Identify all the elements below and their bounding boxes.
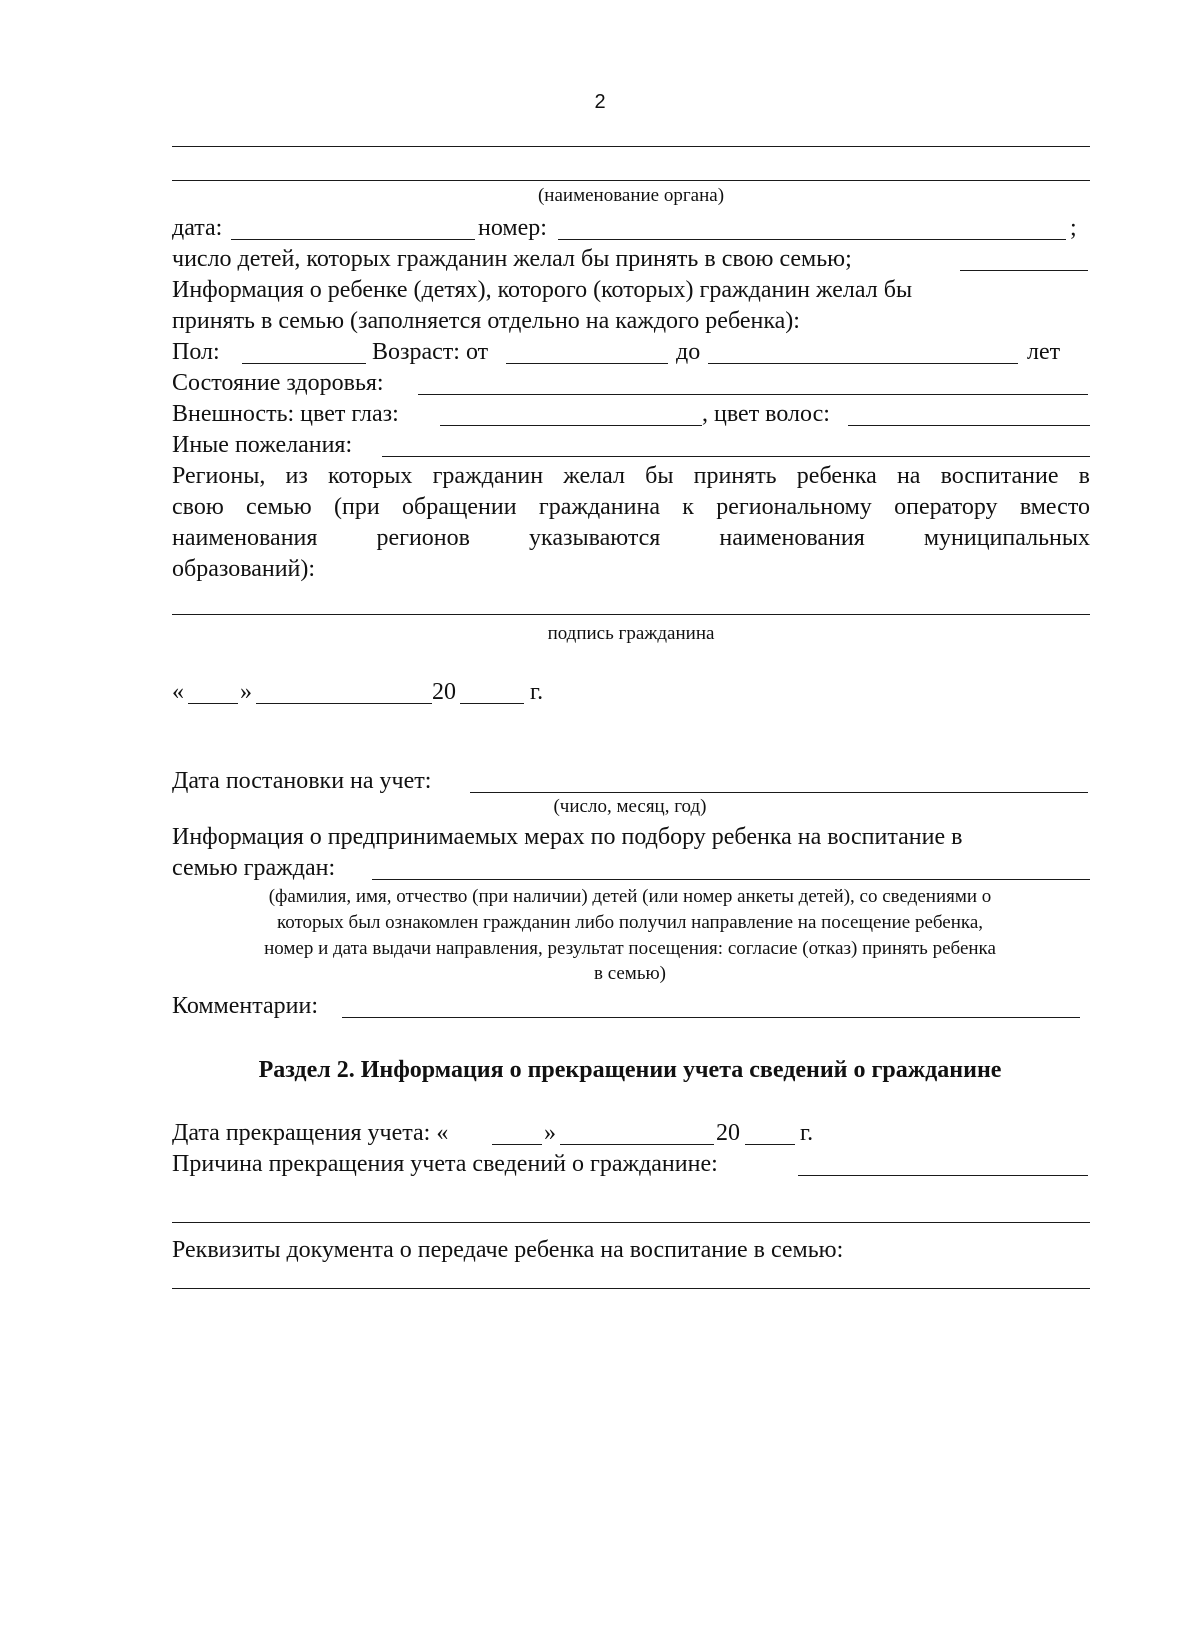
date-year-suffix: г. bbox=[530, 679, 544, 705]
measures-caption-2: которых был ознакомлен гражданин либо получил направление на посещение ребенка, bbox=[276, 912, 984, 933]
eye-color-label: Внешность: цвет глаз: bbox=[172, 401, 399, 427]
transfer-document-field[interactable] bbox=[172, 1288, 1090, 1289]
hair-color-field[interactable] bbox=[848, 425, 1090, 426]
date-label: дата: bbox=[172, 215, 223, 241]
child-info-line-2: принять в семью (заполняется отдельно на каждого ребенка): bbox=[172, 308, 800, 334]
signature-field[interactable] bbox=[172, 614, 1090, 615]
date-close-quote: » bbox=[240, 679, 252, 705]
children-count-field[interactable] bbox=[960, 270, 1088, 271]
regions-line-1: Регионы, из которых гражданин желал бы принять ребенка на воспитание в bbox=[172, 463, 1090, 489]
measures-line-1: Информация о предпринимаемых мерах по подбору ребенка на воспитание в bbox=[172, 824, 963, 850]
hair-color-label: , цвет волос: bbox=[702, 401, 830, 427]
health-field[interactable] bbox=[418, 394, 1088, 395]
date-year-field[interactable] bbox=[460, 703, 524, 704]
transfer-document-label: Реквизиты документа о передаче ребенка на воспитание в семью: bbox=[172, 1237, 844, 1263]
eye-color-field[interactable] bbox=[440, 425, 702, 426]
sex-label: Пол: bbox=[172, 339, 220, 365]
comments-field[interactable] bbox=[342, 1017, 1080, 1018]
end-date-year-prefix: 20 bbox=[716, 1120, 740, 1146]
measures-caption-1: (фамилия, имя, отчество (при наличии) детей (или номер анкеты детей), со сведениями о bbox=[268, 886, 992, 907]
end-date-day-field[interactable] bbox=[492, 1144, 542, 1145]
health-label: Состояние здоровья: bbox=[172, 370, 384, 396]
measures-caption-3: номер и дата выдачи направления, результат посещения: согласие (отказ) принять ребенка bbox=[264, 938, 996, 959]
organ-name-line-2[interactable] bbox=[172, 180, 1090, 181]
age-to-label: до bbox=[676, 339, 701, 365]
end-reason-label: Причина прекращения учета сведений о гражданине: bbox=[172, 1151, 718, 1177]
other-wishes-label: Иные пожелания: bbox=[172, 432, 353, 458]
date-field[interactable] bbox=[231, 239, 475, 240]
organ-name-caption: (наименование органа) bbox=[537, 185, 725, 206]
registration-date-label: Дата постановки на учет: bbox=[172, 768, 432, 794]
section-2-heading: Раздел 2. Информация о прекращении учета сведений о гражданине bbox=[258, 1057, 1002, 1083]
regions-line-2: свою семью (при обращении гражданина к региональному оператору вместо bbox=[172, 494, 1090, 520]
number-label: номер: bbox=[478, 215, 547, 241]
age-from-field[interactable] bbox=[506, 363, 668, 364]
end-date-label: Дата прекращения учета: « bbox=[172, 1120, 449, 1146]
regions-line-3: наименования регионов указываются наименования муниципальных bbox=[172, 525, 1090, 551]
child-info-line-1: Информация о ребенке (детях), которого (которых) гражданин желал бы bbox=[172, 277, 913, 303]
end-date-close-quote: » bbox=[544, 1120, 556, 1146]
organ-name-line-1[interactable] bbox=[172, 146, 1090, 147]
children-count-label: число детей, которых гражданин желал бы принять в свою семью; bbox=[172, 246, 852, 272]
end-reason-field-2[interactable] bbox=[172, 1222, 1090, 1223]
measures-line-2: семью граждан: bbox=[172, 855, 336, 881]
number-field[interactable] bbox=[558, 239, 1066, 240]
end-date-year-field[interactable] bbox=[745, 1144, 795, 1145]
other-wishes-field[interactable] bbox=[382, 456, 1090, 457]
date-open-quote: « bbox=[172, 679, 184, 705]
age-from-label: Возраст: от bbox=[372, 339, 489, 365]
number-semicolon: ; bbox=[1070, 215, 1077, 241]
signature-caption: подпись гражданина bbox=[547, 623, 715, 644]
comments-label: Комментарии: bbox=[172, 993, 319, 1019]
registration-date-field[interactable] bbox=[470, 792, 1088, 793]
registration-date-caption: (число, месяц, год) bbox=[553, 796, 707, 817]
age-years-label: лет bbox=[1027, 339, 1061, 365]
regions-line-4: образований): bbox=[172, 556, 316, 582]
end-date-year-suffix: г. bbox=[800, 1120, 814, 1146]
date-day-field[interactable] bbox=[188, 703, 238, 704]
page-number: 2 bbox=[594, 91, 606, 113]
measures-caption-4: в семью) bbox=[593, 963, 667, 984]
date-year-prefix: 20 bbox=[432, 679, 456, 705]
end-date-month-field[interactable] bbox=[560, 1144, 714, 1145]
measures-field[interactable] bbox=[372, 879, 1090, 880]
date-month-field[interactable] bbox=[256, 703, 432, 704]
end-reason-field[interactable] bbox=[798, 1175, 1088, 1176]
age-to-field[interactable] bbox=[708, 363, 1018, 364]
sex-field[interactable] bbox=[242, 363, 366, 364]
